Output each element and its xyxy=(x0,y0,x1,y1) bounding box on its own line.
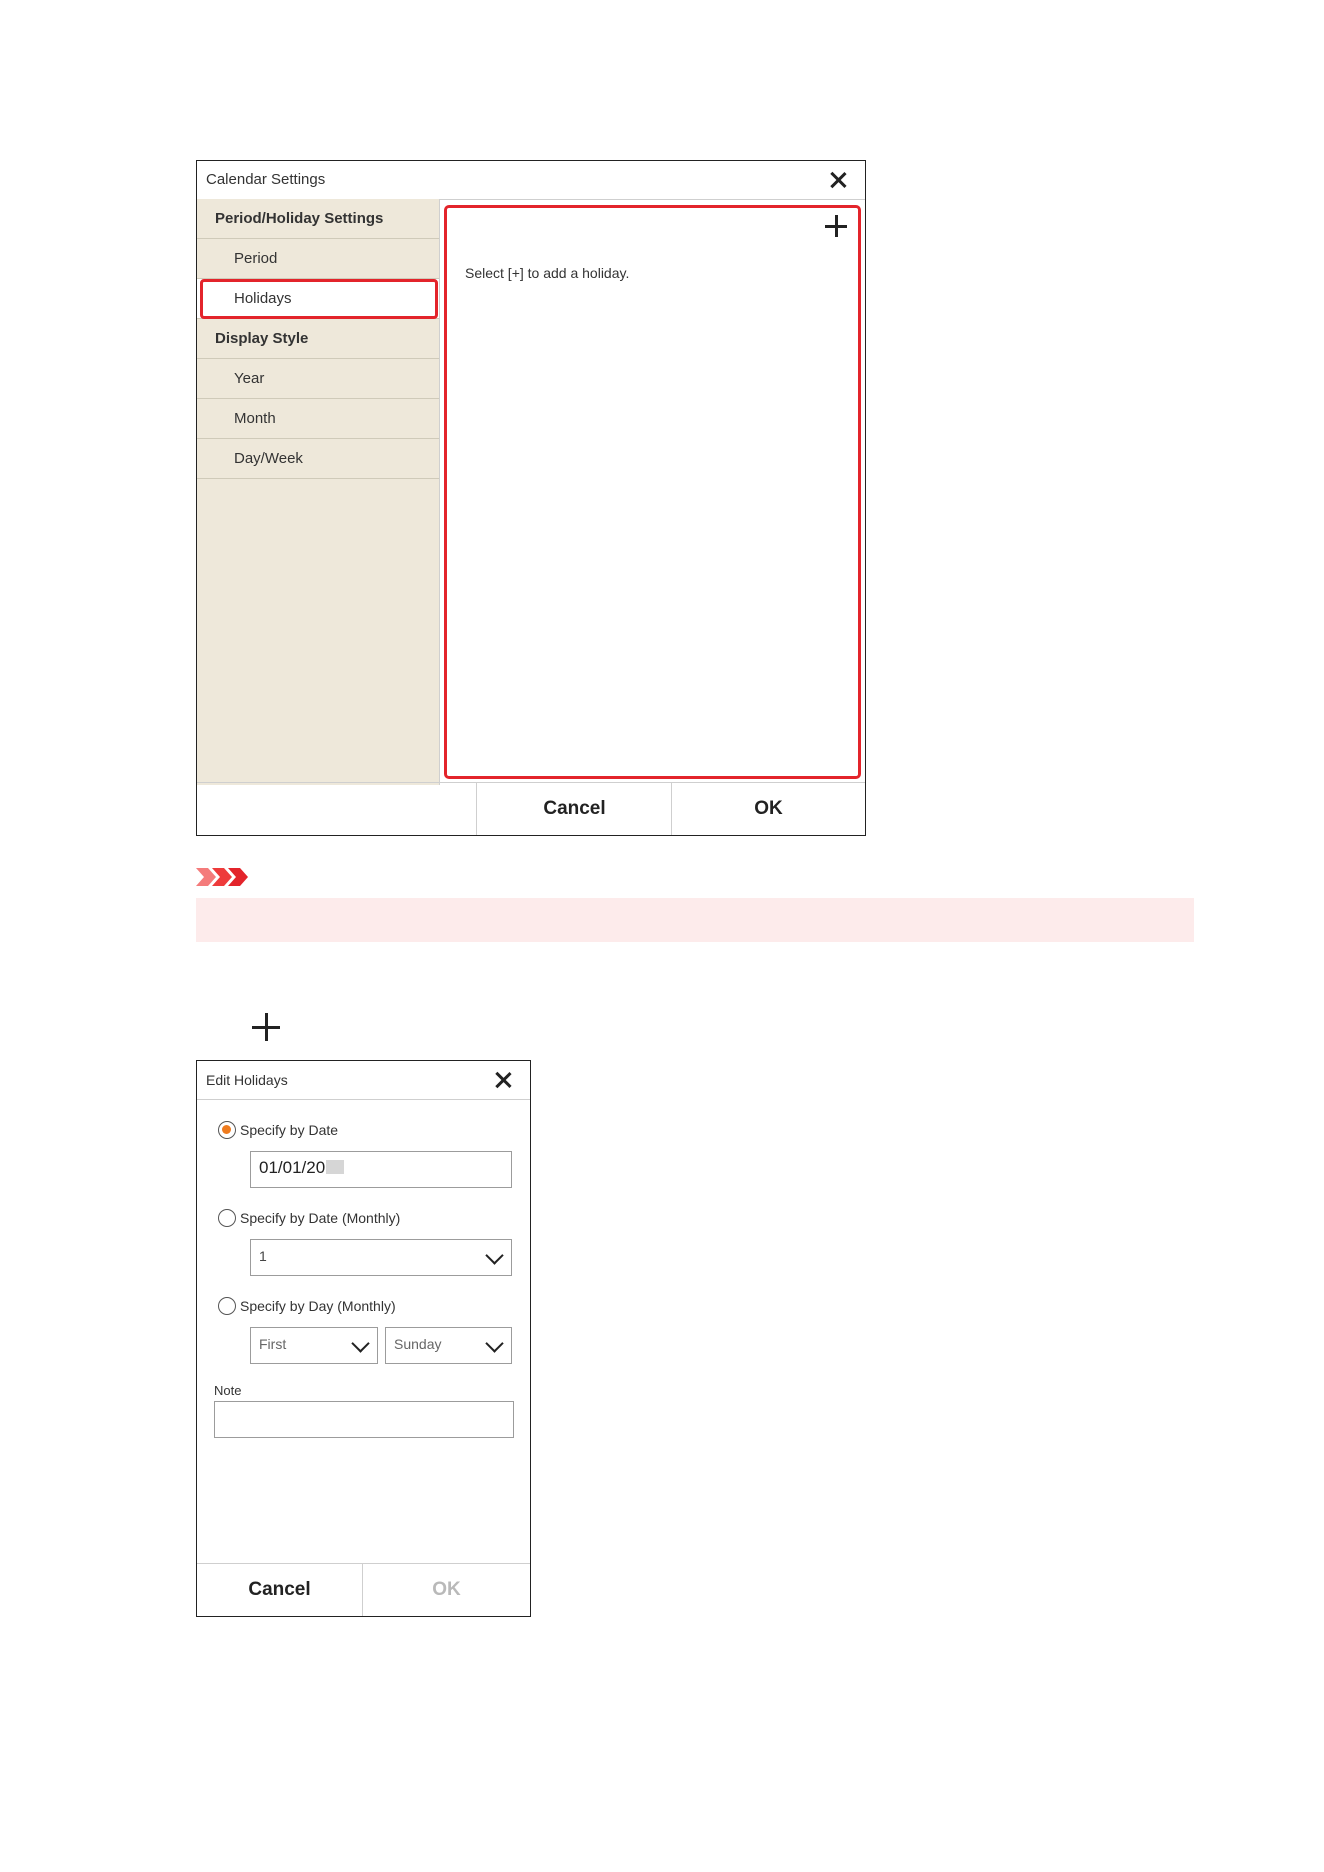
holidays-panel xyxy=(440,199,865,785)
add-holiday-plus-icon[interactable] xyxy=(825,215,847,237)
week-value: First xyxy=(259,1336,287,1352)
edit-holidays-dialog xyxy=(196,1060,531,1617)
weekday-select[interactable] xyxy=(385,1327,512,1364)
radio-selected-icon[interactable] xyxy=(218,1121,236,1139)
specify-by-day-monthly-label: Specify by Day (Monthly) xyxy=(240,1298,396,1314)
settings-sidebar xyxy=(197,199,440,785)
sidebar-item-day-week[interactable]: Day/Week xyxy=(197,439,439,479)
add-holiday-hint: Select [+] to add a holiday. xyxy=(465,265,630,281)
cancel-button[interactable]: Cancel xyxy=(476,783,672,835)
specify-by-date-monthly-label: Specify by Date (Monthly) xyxy=(240,1210,401,1226)
important-arrows-icon xyxy=(196,868,252,886)
ok-button[interactable]: OK xyxy=(671,783,865,835)
close-icon[interactable] xyxy=(829,171,847,189)
note-input[interactable] xyxy=(214,1401,514,1438)
date-value: 01/01/20 xyxy=(259,1158,326,1177)
sidebar-item-month[interactable]: Month xyxy=(197,399,439,439)
holidays-panel-highlight xyxy=(444,205,861,779)
note-label: Note xyxy=(214,1383,242,1398)
specify-by-date-label: Specify by Date xyxy=(240,1122,339,1138)
cancel-button[interactable]: Cancel xyxy=(248,1579,311,1600)
specify-by-day-monthly-option[interactable] xyxy=(218,1297,396,1315)
date-monthly-select[interactable] xyxy=(250,1239,512,1276)
edit-holidays-titlebar xyxy=(197,1061,530,1100)
calendar-settings-titlebar xyxy=(197,161,865,200)
date-mask xyxy=(326,1160,344,1174)
radio-icon[interactable] xyxy=(218,1209,236,1227)
ok-button[interactable]: OK xyxy=(362,1564,530,1616)
dialog-title: Calendar Settings xyxy=(206,171,326,188)
date-input[interactable] xyxy=(250,1151,512,1188)
plus-icon xyxy=(252,1013,280,1041)
sidebar-header-display-style: Display Style xyxy=(197,319,439,359)
calendar-settings-dialog xyxy=(196,160,866,836)
sidebar-item-year[interactable]: Year xyxy=(197,359,439,399)
dialog-title: Edit Holidays xyxy=(206,1072,288,1088)
close-icon[interactable] xyxy=(494,1071,512,1089)
specify-by-date-monthly-option[interactable] xyxy=(218,1209,400,1227)
chevron-down-icon xyxy=(485,1246,503,1264)
week-select[interactable] xyxy=(250,1327,378,1364)
dialog-footer xyxy=(197,782,865,835)
specify-by-date-option[interactable] xyxy=(218,1121,338,1139)
important-note-bar xyxy=(196,898,1194,942)
weekday-value: Sunday xyxy=(394,1336,442,1352)
chevron-down-icon xyxy=(485,1334,503,1352)
sidebar-item-holidays[interactable]: Holidays xyxy=(197,279,439,319)
radio-icon[interactable] xyxy=(218,1297,236,1315)
date-monthly-value: 1 xyxy=(259,1248,267,1264)
chevron-down-icon xyxy=(351,1334,369,1352)
sidebar-header-period-holiday: Period/Holiday Settings xyxy=(197,199,439,239)
dialog-footer xyxy=(197,1563,530,1616)
sidebar-item-period[interactable]: Period xyxy=(197,239,439,279)
